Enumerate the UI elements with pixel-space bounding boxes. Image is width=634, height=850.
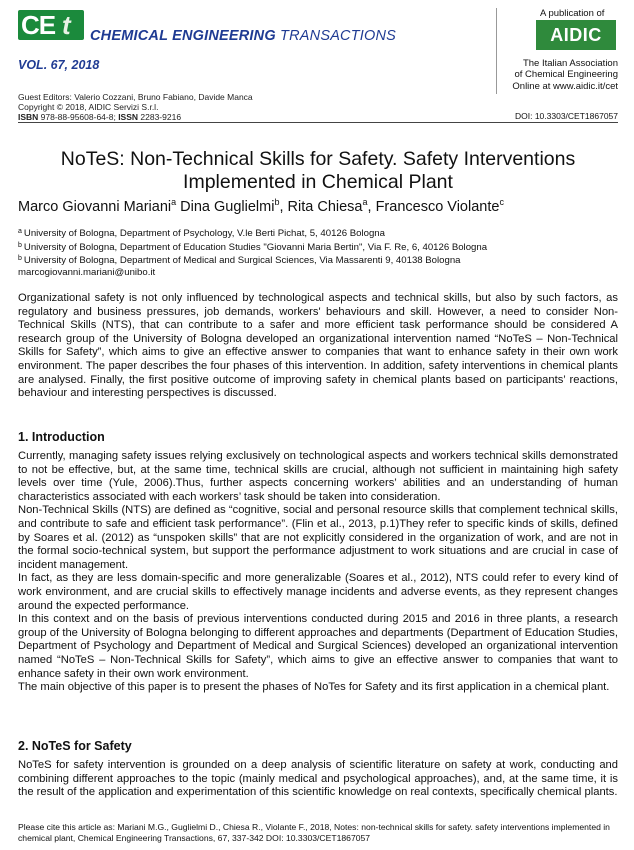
journal-title (90, 28, 396, 44)
publication-label: A publication of (540, 8, 605, 19)
affiliation-item (18, 240, 618, 254)
copyright: Copyright © 2018, AIDIC Servizi S.r.l. (18, 102, 159, 112)
author-name: Rita Chiesa (287, 199, 363, 215)
affiliation-text: University of Bologna, Department of Medical and Surgical Sciences, Via Massarenti 9, 40138 Bologna (23, 255, 461, 267)
affiliation-mark: b (18, 241, 22, 249)
volume-label: VOL. 67, 2018 (18, 58, 100, 72)
journal-title-bold: CHEMICAL ENGINEERING (90, 28, 276, 44)
association-info (496, 58, 618, 92)
cet-logo (18, 10, 84, 40)
author-list (18, 197, 618, 215)
affiliation-mark: a (18, 228, 22, 235)
isbn-issn (18, 112, 253, 122)
abstract (18, 292, 618, 401)
page-header (0, 0, 634, 126)
issn-value: 2283-9216 (138, 112, 182, 122)
isbn-label: ISBN (18, 112, 39, 122)
doi-label: DOI: 10.3303/CET1867057 (514, 111, 618, 121)
journal-title-rest: TRANSACTIONS (280, 28, 397, 44)
section-notes-for-safety (18, 759, 618, 800)
author-affil-mark: a (171, 197, 177, 207)
author-affil-mark: b (274, 197, 280, 207)
affiliation-item (18, 226, 618, 240)
association-line: of Chemical Engineering (514, 69, 618, 81)
aidic-logo-text: AIDIC (536, 20, 616, 50)
affiliation-mark: b (18, 255, 22, 263)
author-name: Dina Guglielmi (180, 199, 275, 215)
affiliation-item (18, 253, 618, 267)
header-rule (18, 122, 618, 123)
title-line: NoTeS: Non-Technical Skills for Safety. Safety Interventions (60, 148, 576, 170)
section-heading-notes-for-safety: 2. NoTeS for Safety (18, 739, 132, 753)
citation-footer: Please cite this article as: Mariani M.G., Guglielmi D., Chiesa R., Violante F., 2018, Notes: non-technical skills for safety. safety interventions implemented in chemical plant, Chemical Engineering Transactions, 67, 337-342 DOI: 10.3303/CET1867057 (18, 822, 610, 843)
paragraph: In fact, as they are less domain-specific and more generalizable (Soares et al., 2012), NTS could refer to every kind of work environment, and are crucial skills to effectively manage incidents and adverse events, as they represent changes around the expected performance. (18, 572, 618, 612)
paragraph: NoTeS for safety intervention is grounded on a deep analysis of scientific literature on safety at work, conducting and combining different approaches to the topic (mainly medical and psychological approaches), and, at the same time, it is the result of the application and experimentation of this scientific knowledge on real contexts, specifically chemical plants. (18, 759, 618, 799)
editors-block (18, 92, 253, 122)
affiliation-text: University of Bologna, Department of Psychology, V.le Berti Pichat, 5, 40126 Bologna (23, 228, 385, 239)
affiliation-text: University of Bologna, Department of Education Studies "Giovanni Maria Bertin", Via F. Re, 6, 40126 Bologna (23, 241, 488, 253)
section-introduction (18, 450, 618, 695)
abstract-text: Organizational safety is not only influenced by technological aspects and technical skills, but also by such factors, as regulatory and business pressures, job demands, workers' behaviours and skill. However, a need to consider Non-Technical Skills (NTS), that can contribute to a safer and more efficient task performance should be considered A research group of the University of Bologna developed an organizational intervention named “NoTeS – Non-Technical Skills for Safety”, which aims to give an effective answer to companies that want to enhance safety in their own work environment. The paper describes the four phases of this intervention. In addition, safety interventions in chemical plants are analysed. Finally, the first positive outcome of improving safety in chemical plants based on participants’ reactions, behaviour and interesting perspectives is discussed. (18, 292, 618, 400)
author-affil-mark: c (499, 197, 504, 207)
paragraph: In this context and on the basis of previous interventions conducted during 2015 and 2016 in three plants, a research group of the University of Bologna belonging to different approaches and departments (Department of Education Studies, Department of Psychology and Department of Medical and Surgical Sciences) developed an organizational intervention named “NoTeS – Non-Technical Skills for Safety”, which aims to give an effective answer to companies that want to enhance safety in their own work environment. (18, 613, 618, 680)
paragraph: Currently, managing safety issues relying exclusively on technological aspects and workers technical skills demonstrated to not be effective, but, at the same time, technical skills are crucial, although not sufficient in maintaining high safety levels over time (Yule, 2006).Thus, further aspects concerning workers’ abilities and an understanding of human characteristics associated with each workers’ task should be taken into consideration. (18, 450, 618, 503)
cet-logo-t: t (62, 10, 70, 40)
author-name: Marco Giovanni Mariani (18, 199, 172, 215)
association-url[interactable]: Online at www.aidic.it/cet (512, 80, 618, 92)
section-heading-introduction: 1. Introduction (18, 430, 105, 444)
paragraph: The main objective of this paper is to present the phases of NoTes for Safety and its first application in a chemical plant. (18, 681, 610, 694)
isbn-value: 978-88-95608-64-8; (38, 112, 119, 122)
paragraph: Non-Technical Skills (NTS) are defined as “cognitive, social and personal resource skills that complement technical skills, and contribute to safe and efficient task performance”. (Flin et al., 2013, p.1)They refer to specific kinds of skills, defined by Soares et al. (2012) as “unspoken skills” that are not explicitly considered in the organization of work, and are not in the formal socio-technical system, but support the performance adjustment to work situations and are crucial in case of incident management. (18, 504, 618, 571)
issn-label: ISSN (118, 112, 139, 122)
author-separator: , (279, 199, 288, 215)
association-line: The Italian Association (522, 58, 618, 69)
corresponding-email[interactable]: marcogiovanni.mariani@unibo.it (18, 266, 156, 278)
paper-title (18, 148, 618, 194)
cet-logo-main: CE (21, 10, 56, 40)
author-affil-mark: a (362, 197, 368, 207)
author-separator: , (367, 199, 376, 215)
aidic-logo (536, 20, 616, 50)
affiliations (18, 226, 618, 278)
author-name: Francesco Violante (375, 199, 500, 215)
guest-editors: Guest Editors: Valerio Cozzani, Bruno Fabiano, Davide Manca (18, 92, 253, 102)
title-line: Implemented in Chemical Plant (183, 171, 453, 193)
